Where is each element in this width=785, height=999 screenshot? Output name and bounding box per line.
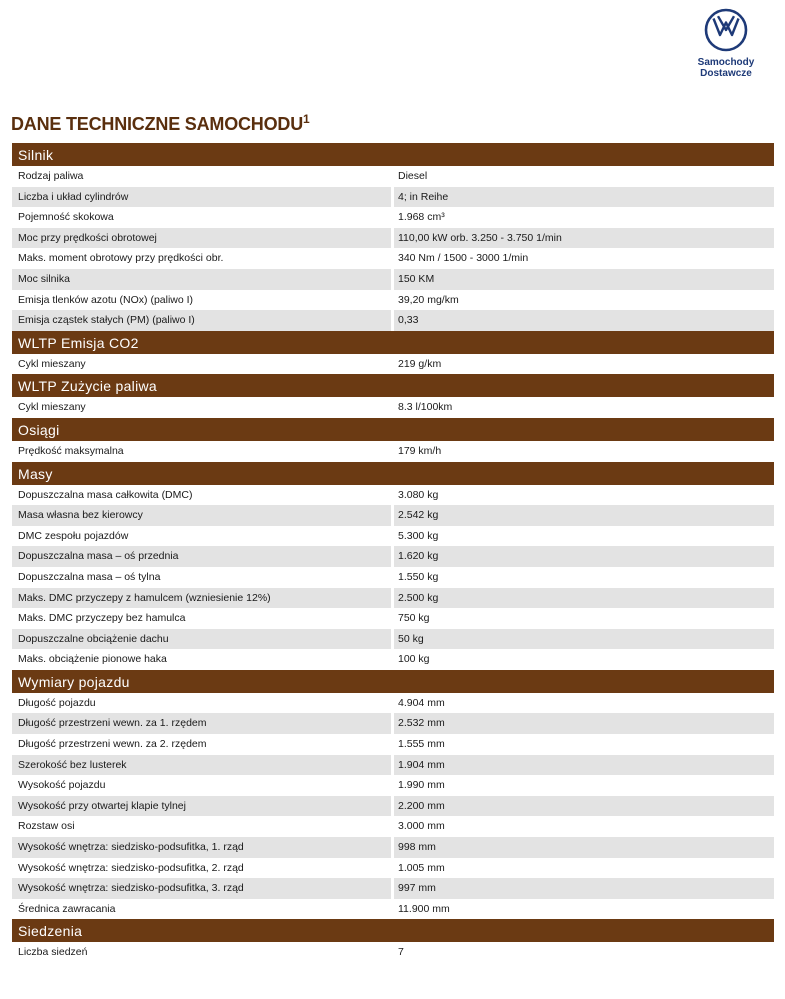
spec-label: Emisja tlenków azotu (NOx) (paliwo I): [18, 293, 194, 306]
spec-label: Cykl mieszany: [18, 401, 86, 414]
spec-section: [12, 143, 774, 331]
spec-value: 1.990 mm: [398, 779, 445, 792]
spec-row: [12, 608, 774, 629]
spec-row: [12, 693, 774, 714]
brand-line-1: Samochody: [697, 57, 755, 68]
spec-row: [12, 354, 774, 375]
spec-value: 997 mm: [398, 882, 436, 895]
spec-label: Liczba i układ cylindrów: [18, 190, 129, 203]
spec-label: Dopuszczalna masa całkowita (DMC): [18, 488, 193, 501]
spec-label: Moc przy prędkości obrotowej: [18, 231, 157, 244]
spec-label: Liczba siedzeń: [18, 946, 88, 959]
spec-label: Długość przestrzeni wewn. za 2. rzędem: [18, 738, 207, 751]
page-title-text: DANE TECHNICZNE SAMOCHODU: [11, 114, 304, 134]
brand-logo: [690, 8, 762, 79]
spec-value: 4; in Reihe: [398, 190, 449, 203]
spec-value: 1.555 mm: [398, 738, 445, 751]
spec-row: [12, 269, 774, 290]
spec-row: [12, 734, 774, 755]
spec-row: [12, 187, 774, 208]
spec-value: 340 Nm / 1500 - 3000 1/min: [398, 252, 529, 265]
section-header: Siedzenia: [12, 919, 774, 942]
spec-section: [12, 374, 774, 418]
spec-label: Maks. obciążenie pionowe haka: [18, 653, 167, 666]
spec-row: [12, 526, 774, 547]
spec-label: Maks. moment obrotowy przy prędkości obr.: [18, 252, 224, 265]
spec-value: 998 mm: [398, 841, 436, 854]
spec-value: 7: [398, 946, 404, 959]
spec-section: [12, 919, 774, 963]
spec-value: 1.620 kg: [398, 550, 439, 563]
spec-value: 3.080 kg: [398, 488, 439, 501]
spec-label: Emisja cząstek stałych (PM) (paliwo I): [18, 314, 195, 327]
spec-value: 1.968 cm³: [398, 211, 445, 224]
section-header: Osiągi: [12, 418, 774, 441]
spec-row: [12, 207, 774, 228]
spec-row: [12, 942, 774, 963]
spec-row: [12, 567, 774, 588]
brand-line-2: Dostawcze: [700, 68, 752, 79]
section-header: WLTP Zużycie paliwa: [12, 374, 774, 397]
spec-value: 8.3 l/100km: [398, 401, 453, 414]
spec-label: Rozstaw osi: [18, 820, 75, 833]
spec-label: Dopuszczalna masa – oś przednia: [18, 550, 179, 563]
spec-row: [12, 796, 774, 817]
spec-row: [12, 248, 774, 269]
spec-label: Wysokość pojazdu: [18, 779, 106, 792]
page-title: [11, 112, 310, 135]
spec-value: 219 g/km: [398, 357, 442, 370]
spec-label: Masa własna bez kierowcy: [18, 509, 143, 522]
spec-value: 179 km/h: [398, 444, 442, 457]
spec-row: [12, 310, 774, 331]
spec-row: [12, 441, 774, 462]
spec-label: Szerokość bez lusterek: [18, 758, 127, 771]
spec-row: [12, 397, 774, 418]
spec-section: [12, 418, 774, 462]
spec-row: [12, 775, 774, 796]
spec-value: 39,20 mg/km: [398, 293, 459, 306]
spec-section: [12, 670, 774, 920]
spec-value: 4.904 mm: [398, 696, 445, 709]
spec-row: [12, 546, 774, 567]
spec-row: [12, 228, 774, 249]
spec-value: 150 KM: [398, 272, 435, 285]
spec-label: Moc silnika: [18, 272, 70, 285]
spec-value: 2.532 mm: [398, 717, 445, 730]
spec-row: [12, 629, 774, 650]
spec-label: Dopuszczalna masa – oś tylna: [18, 570, 161, 583]
spec-value: 1.904 mm: [398, 758, 445, 771]
spec-label: Długość przestrzeni wewn. za 1. rzędem: [18, 717, 207, 730]
spec-value: 750 kg: [398, 612, 430, 625]
spec-row: [12, 290, 774, 311]
spec-label: Pojemność skokowa: [18, 211, 114, 224]
spec-label: Dopuszczalne obciążenie dachu: [18, 632, 169, 645]
spec-label: Wysokość wnętrza: siedzisko-podsufitka, 3. rząd: [18, 882, 244, 895]
spec-value: 1.550 kg: [398, 570, 439, 583]
spec-value: 5.300 kg: [398, 529, 439, 542]
spec-label: Rodzaj paliwa: [18, 170, 84, 182]
spec-label: Wysokość przy otwartej klapie tylnej: [18, 799, 186, 812]
spec-value: 50 kg: [398, 632, 424, 645]
volkswagen-logo-icon: [704, 8, 748, 52]
spec-row: [12, 837, 774, 858]
spec-section: [12, 331, 774, 375]
spec-value: 2.200 mm: [398, 799, 445, 812]
spec-label: Wysokość wnętrza: siedzisko-podsufitka, 1. rząd: [18, 841, 244, 854]
spec-row: [12, 899, 774, 920]
section-header: WLTP Emisja CO2: [12, 331, 774, 354]
spec-row: [12, 505, 774, 526]
spec-value: Diesel: [398, 170, 428, 182]
spec-label: Wysokość wnętrza: siedzisko-podsufitka, 2. rząd: [18, 861, 244, 874]
spec-row: [12, 649, 774, 670]
spec-value: 3.000 mm: [398, 820, 445, 833]
section-header: Masy: [12, 462, 774, 485]
spec-value: 0,33: [398, 314, 419, 327]
spec-value: 110,00 kW orb. 3.250 - 3.750 1/min: [398, 231, 562, 244]
spec-section: [12, 462, 774, 670]
spec-value: 1.005 mm: [398, 861, 445, 874]
spec-row: [12, 166, 774, 187]
spec-label: Maks. DMC przyczepy bez hamulca: [18, 612, 186, 625]
spec-row: [12, 878, 774, 899]
spec-row: [12, 713, 774, 734]
spec-row: [12, 588, 774, 609]
spec-value: 2.500 kg: [398, 591, 439, 604]
spec-label: Długość pojazdu: [18, 696, 96, 709]
spec-value: 100 kg: [398, 653, 430, 666]
section-header: Wymiary pojazdu: [12, 670, 774, 693]
spec-row: [12, 816, 774, 837]
spec-value: 2.542 kg: [398, 509, 439, 522]
spec-table: [12, 143, 774, 963]
spec-label: Cykl mieszany: [18, 357, 86, 370]
spec-value: 11.900 mm: [398, 902, 450, 915]
spec-row: [12, 755, 774, 776]
spec-row: [12, 858, 774, 879]
spec-label: DMC zespołu pojazdów: [18, 529, 129, 542]
section-header: Silnik: [12, 143, 774, 166]
brand-name: [690, 57, 762, 79]
spec-label: Prędkość maksymalna: [18, 444, 124, 457]
spec-label: Średnica zawracania: [18, 902, 116, 915]
spec-row: [12, 485, 774, 506]
spec-label: Maks. DMC przyczepy z hamulcem (wzniesienie 12%): [18, 591, 271, 604]
title-footnote: 1: [303, 112, 310, 126]
